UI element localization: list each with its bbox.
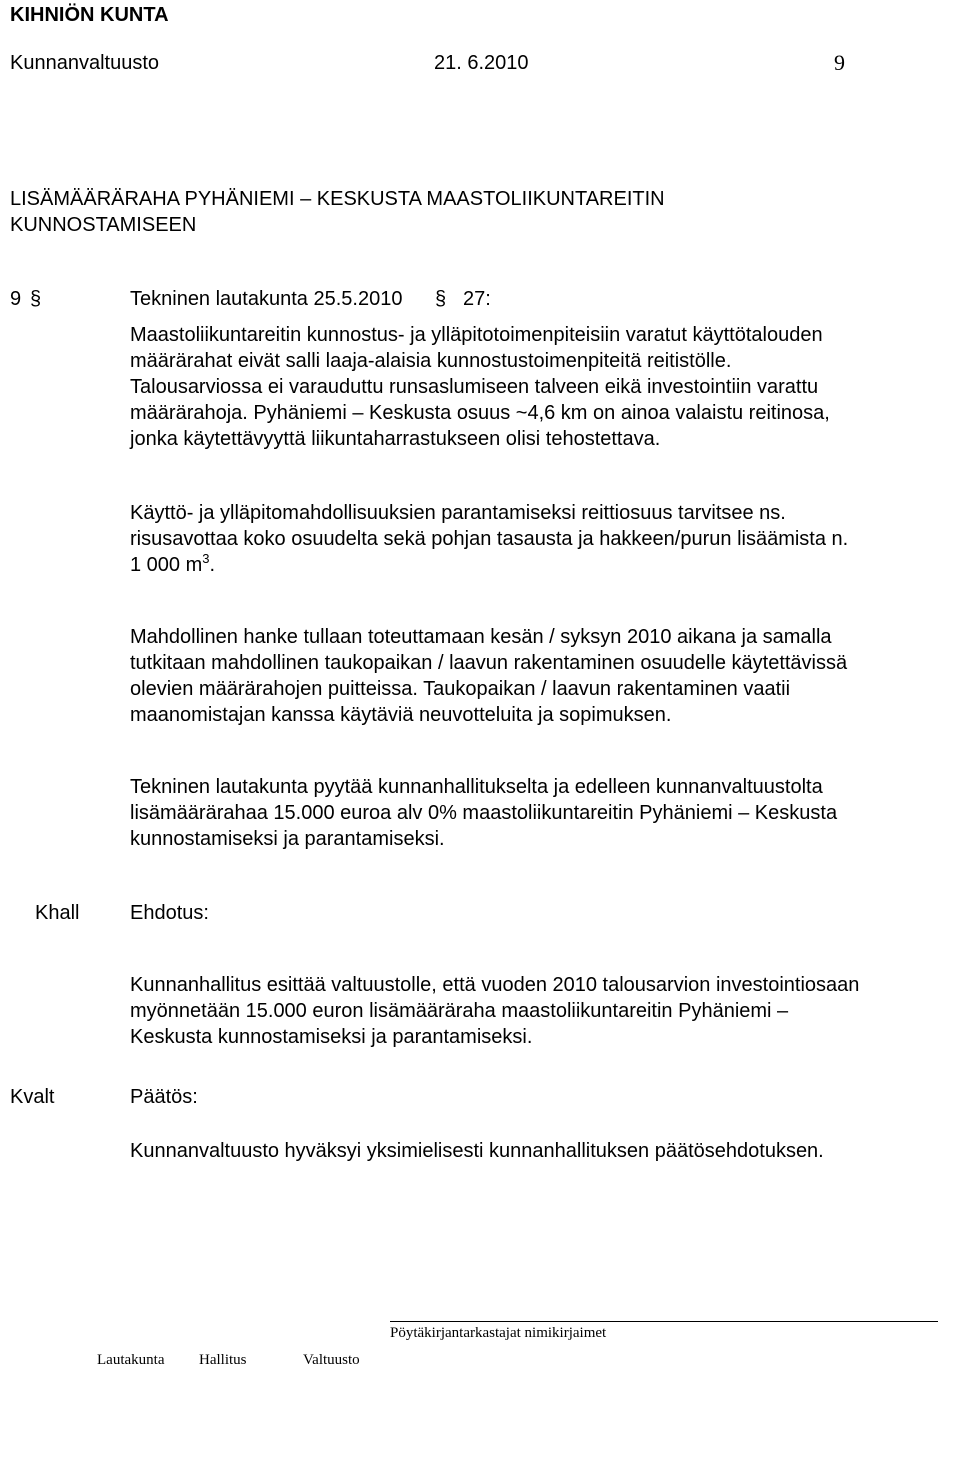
paragraph-plan (130, 624, 950, 728)
paragraph-needs (130, 500, 950, 578)
text-line: Mahdollinen hanke tullaan toteuttamaan kesän / syksyn 2010 aikana ja samalla (130, 626, 832, 648)
text-line: tutkitaan mahdollinen taukopaikan / laavun rakentaminen osuudelle käytettävissä (130, 652, 848, 674)
text-line: jonka käytettävyyttä liikuntaharrastukseen olisi tehostettava. (130, 428, 661, 450)
text-line: maanomistajan kanssa käytäviä neuvotteluita ja sopimuksen. (130, 704, 672, 726)
paragraph-proposal (130, 972, 950, 1050)
footer-divider (390, 1321, 938, 1322)
sentence-end: . (209, 554, 216, 576)
previous-reference: Tekninen lautakunta 25.5.2010 (130, 288, 403, 310)
section-number: 9 (10, 288, 22, 310)
text-line: Kunnanhallitus esittää valtuustolle, että vuoden 2010 talousarvion investointiosaan (130, 974, 860, 996)
footer-column-lautakunta: Lautakunta (97, 1352, 165, 1368)
volume-value: 1 000 m (130, 554, 203, 576)
text-line: määrärahat eivät salli laaja-alaisia kunnostustoimenpiteitä reitistölle. (130, 350, 732, 372)
text-line: kunnostamiseksi ja parantamiseksi. (130, 828, 445, 850)
page-number: 9 (834, 50, 845, 75)
previous-section-number: 27: (463, 288, 491, 310)
document-title (10, 186, 665, 238)
footer-column-valtuusto: Valtuusto (303, 1352, 360, 1368)
title-line: KUNNOSTAMISEEN (10, 214, 197, 236)
text-line: Kunnanvaltuusto hyväksyi yksimielisesti kunnanhallituksen päätösehdotuksen. (130, 1140, 824, 1162)
previous-section-sign: § (435, 288, 447, 310)
proposal-label: Ehdotus: (130, 902, 209, 924)
text-line: lisämäärärahaa 15.000 euroa alv 0% maastoliikuntareitin Pyhäniemi – Keskusta (130, 802, 838, 824)
meeting-date: 21. 6.2010 (434, 52, 529, 74)
proposal-body: Khall (35, 902, 80, 924)
text-line: olevien määrärahojen puitteissa. Taukopaikan / laavun rakentaminen vaatii (130, 678, 791, 700)
text-line: Keskusta kunnostamiseksi ja parantamiseksi. (130, 1026, 533, 1048)
meeting-body: Kunnanvaltuusto (10, 52, 160, 74)
text-line: Tekninen lautakunta pyytää kunnanhallitukselta ja edelleen kunnanvaltuustolta (130, 776, 823, 798)
text-line: myönnetään 15.000 euron lisämääräraha maastoliikuntareitin Pyhäniemi – (130, 1000, 789, 1022)
text-line: määrärahoja. Pyhäniemi – Keskusta osuus ~4,6 km on ainoa valaistu reitinosa, (130, 402, 830, 424)
text-line: Maastoliikuntareitin kunnostus- ja ylläpitotoimenpiteisiin varatut käyttötalouden (130, 324, 823, 346)
text-line: Talousarviossa ei varauduttu runsaslumiseen talveen eikä investointiin varattu (130, 376, 819, 398)
organization-name: KIHNIÖN KUNTA (10, 4, 169, 26)
text-line: Käyttö- ja ylläpitomahdollisuuksien parantamiseksi reittiosuus tarvitsee ns. (130, 502, 786, 524)
paragraph-decision (130, 1138, 950, 1164)
text-line (130, 552, 950, 578)
text-line: risusavottaa koko osuudelta sekä pohjan tasausta ja hakkeen/purun lisäämista n. (130, 528, 849, 550)
decision-body: Kvalt (10, 1086, 55, 1108)
section-sign: § (30, 288, 42, 310)
paragraph-request (130, 774, 950, 852)
decision-label: Päätös: (130, 1086, 198, 1108)
volume-superscript: 3 (202, 551, 210, 566)
title-line: LISÄMÄÄRÄRAHA PYHÄNIEMI – KESKUSTA MAASTOLIIKUNTAREITIN (10, 188, 665, 210)
paragraph-background (130, 322, 950, 452)
footer-label: Pöytäkirjantarkastajat nimikirjaimet (390, 1325, 607, 1341)
footer-column-hallitus: Hallitus (199, 1352, 247, 1368)
